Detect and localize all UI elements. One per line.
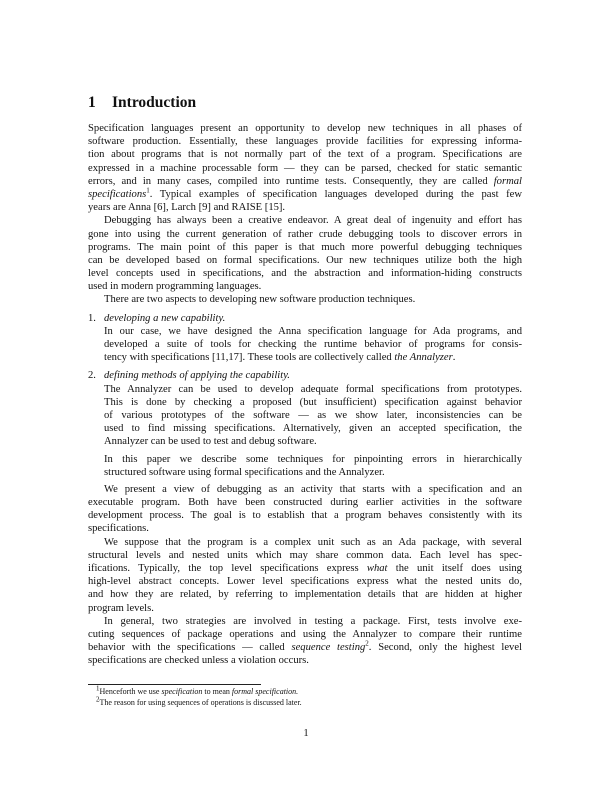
text-line <box>88 201 522 214</box>
text-run: Henceforth we use <box>99 687 162 696</box>
text-line <box>88 241 522 254</box>
text-line <box>104 396 522 409</box>
text-line <box>88 496 522 509</box>
list-item-heading <box>88 312 522 325</box>
text-line <box>88 628 522 641</box>
text-line <box>88 122 522 135</box>
text-line <box>104 409 522 422</box>
text-run: Debugging has always been a creative endeavor. A great deal of ingenuity and effort has <box>104 215 522 227</box>
text-run: high-level abstract concepts. Lower level specifications express what the nested units do, <box>88 576 522 588</box>
list-item <box>88 308 522 365</box>
list-item-title: developing a new capability. <box>104 312 226 324</box>
text-run: development process. The goal is to establish that a program behaves consistently with its <box>88 510 522 522</box>
text-run: programs. The main point of this paper is that much more powerful debugging techniques <box>88 241 522 253</box>
footnotes <box>88 686 522 708</box>
text-line <box>88 575 522 588</box>
emphasis-text: sequence testing <box>291 642 366 654</box>
text-run: software production. Essentially, these languages provide facilities for expressing informa- <box>88 136 522 148</box>
text-line <box>88 267 522 280</box>
text-line <box>88 162 522 175</box>
text-run: tency with specifications [11,17]. These tools are collectively called <box>104 352 395 364</box>
footnote-marker: 1 <box>96 684 100 693</box>
text-run: Specification languages present an opportunity to develop new techniques in all phases of <box>88 123 522 134</box>
emphasis-text: the Annalyzer <box>394 352 453 364</box>
text-run: In general, two strategies are involved in testing a package. First, tests involve exe- <box>104 615 522 627</box>
footnote-marker: 2 <box>365 639 369 648</box>
text-run: the unit itself does using <box>387 563 522 574</box>
page-number: 1 <box>303 728 309 739</box>
text-line <box>88 641 522 654</box>
text-line <box>88 148 522 161</box>
text-run: used to find missing specifications. Alternatively, given an accepted specification, the <box>104 423 522 435</box>
text-run: In this paper we describe some techniques for pinpointing errors in hierarchically <box>104 453 522 465</box>
text-run: expressed in a machine processable form — they can be parsed, checked for static semantic <box>88 162 522 174</box>
list-item-title: defining methods of applying the capability. <box>104 370 290 382</box>
section-title: Introduction <box>112 94 197 111</box>
list-item-body <box>88 325 522 365</box>
text-line <box>88 562 522 575</box>
emphasis-text: formal <box>493 175 522 187</box>
list-item <box>88 365 522 479</box>
text-run: The Annalyzer can be used to develop adequate formal specifications from prototypes. <box>104 383 522 395</box>
text-line <box>88 280 522 293</box>
text-run: years are Anna [6], Larch [9] and RAISE [15]. <box>88 202 286 214</box>
text-run: specifications are checked unless a violation occurs. <box>88 655 309 667</box>
emphasis-text: specification <box>161 687 203 696</box>
text-line <box>88 293 522 306</box>
text-run: The reason for using sequences of operations is discussed later. <box>99 698 302 707</box>
text-run: program levels. <box>88 602 154 614</box>
text-line <box>88 522 522 535</box>
text-line <box>88 588 522 601</box>
text-line <box>88 228 522 241</box>
emphasis-text: specifications <box>88 188 147 200</box>
text-line <box>88 135 522 148</box>
footnote-marker: 1 <box>146 186 150 195</box>
list-item-body <box>88 383 522 449</box>
text-run: behavior with the specifications — called <box>88 642 292 654</box>
list-item-label: 1. <box>88 312 96 324</box>
text-run: . Typical examples of specification languages developed during the past few <box>149 188 522 200</box>
text-line <box>104 435 522 448</box>
text-line <box>88 214 522 227</box>
list-item-heading <box>88 369 522 382</box>
text-run: errors, and in many cases, compiled into runtime tests. Consequently, they are called <box>88 175 494 187</box>
section-heading <box>88 94 522 112</box>
text-run: tion about programs that is not normally part of the text of a program. Specifications are <box>88 149 522 161</box>
text-line <box>88 536 522 549</box>
text-run: This is done by checking a proposed (but insufficient) specification against behavior <box>104 396 522 408</box>
text-line <box>104 338 522 351</box>
list-item-body <box>88 453 522 479</box>
text-line <box>88 615 522 628</box>
footnote-marker: 2 <box>96 695 100 704</box>
page-body <box>88 94 522 668</box>
text-line <box>104 422 522 435</box>
paragraph <box>88 293 522 306</box>
text-run: gone into using the current generation of rather crude debugging tools to discover errors in <box>88 228 522 240</box>
text-line <box>88 175 522 188</box>
text-line <box>104 466 522 479</box>
text-run: ifications. Typically, the top level specifications express <box>88 563 367 574</box>
text-line <box>88 509 522 522</box>
text-run: executable program. Both have been constructed during earlier activities in the software <box>88 497 522 509</box>
footnote <box>88 686 522 697</box>
text-line <box>88 549 522 562</box>
text-run: level concepts used in specifications, and the abstraction and information-hiding constructs <box>88 268 522 280</box>
text-run: structured software using formal specifications and the Annalyzer. <box>104 466 385 478</box>
text-run: to mean <box>202 687 232 696</box>
text-line <box>104 351 522 364</box>
text-run: We suppose that the program is a complex unit such as an Ada package, with several <box>104 536 522 548</box>
paragraph <box>88 122 522 214</box>
list-item-label: 2. <box>88 370 96 382</box>
footnote-rule <box>88 684 261 685</box>
text-run: cuting sequences of package operations and using the Annalyzer to compare their runtime <box>88 628 522 640</box>
text-run: specifications. <box>88 523 149 535</box>
paragraph <box>88 483 522 536</box>
text-run: structural levels and nested units which may share common data. Each level has spec- <box>88 549 522 561</box>
text-line <box>88 254 522 267</box>
text-run: developed a suite of tools for checking the runtime behavior of programs for consis- <box>104 339 522 350</box>
text-run: can be developed based on formal specifications. Our new techniques utilize both the high <box>88 254 522 266</box>
text-run: We present a view of debugging as an activity that starts with a specification and an <box>104 483 522 495</box>
text-line <box>88 188 522 201</box>
text-run: In our case, we have designed the Anna specification language for Ada programs, and <box>104 325 522 337</box>
text-line <box>104 453 522 466</box>
text-run: There are two aspects to developing new software production techniques. <box>104 294 416 306</box>
text-run: . Second, only the highest level <box>368 642 522 654</box>
paragraph <box>88 214 522 293</box>
text-run: of various prototypes of the software — as we show later, inconsistencies can be <box>104 409 522 421</box>
text-run: . <box>452 352 456 364</box>
paragraph <box>88 536 522 615</box>
section-content <box>88 122 522 668</box>
text-line <box>88 654 522 667</box>
emphasis-text: formal specification. <box>231 687 299 696</box>
text-line <box>104 325 522 338</box>
text-line <box>88 483 522 496</box>
footnote <box>88 697 522 708</box>
section-number: 1 <box>88 94 96 111</box>
text-run: and how they are related, by referring to implementation details that are hidden at higher <box>88 589 522 601</box>
text-run: used in modern programming languages. <box>88 281 262 293</box>
paragraph <box>88 615 522 668</box>
text-line <box>88 602 522 615</box>
text-line <box>104 383 522 396</box>
emphasis-text: what <box>366 563 388 574</box>
text-run: Annalyzer can be used to test and debug software. <box>104 436 317 448</box>
